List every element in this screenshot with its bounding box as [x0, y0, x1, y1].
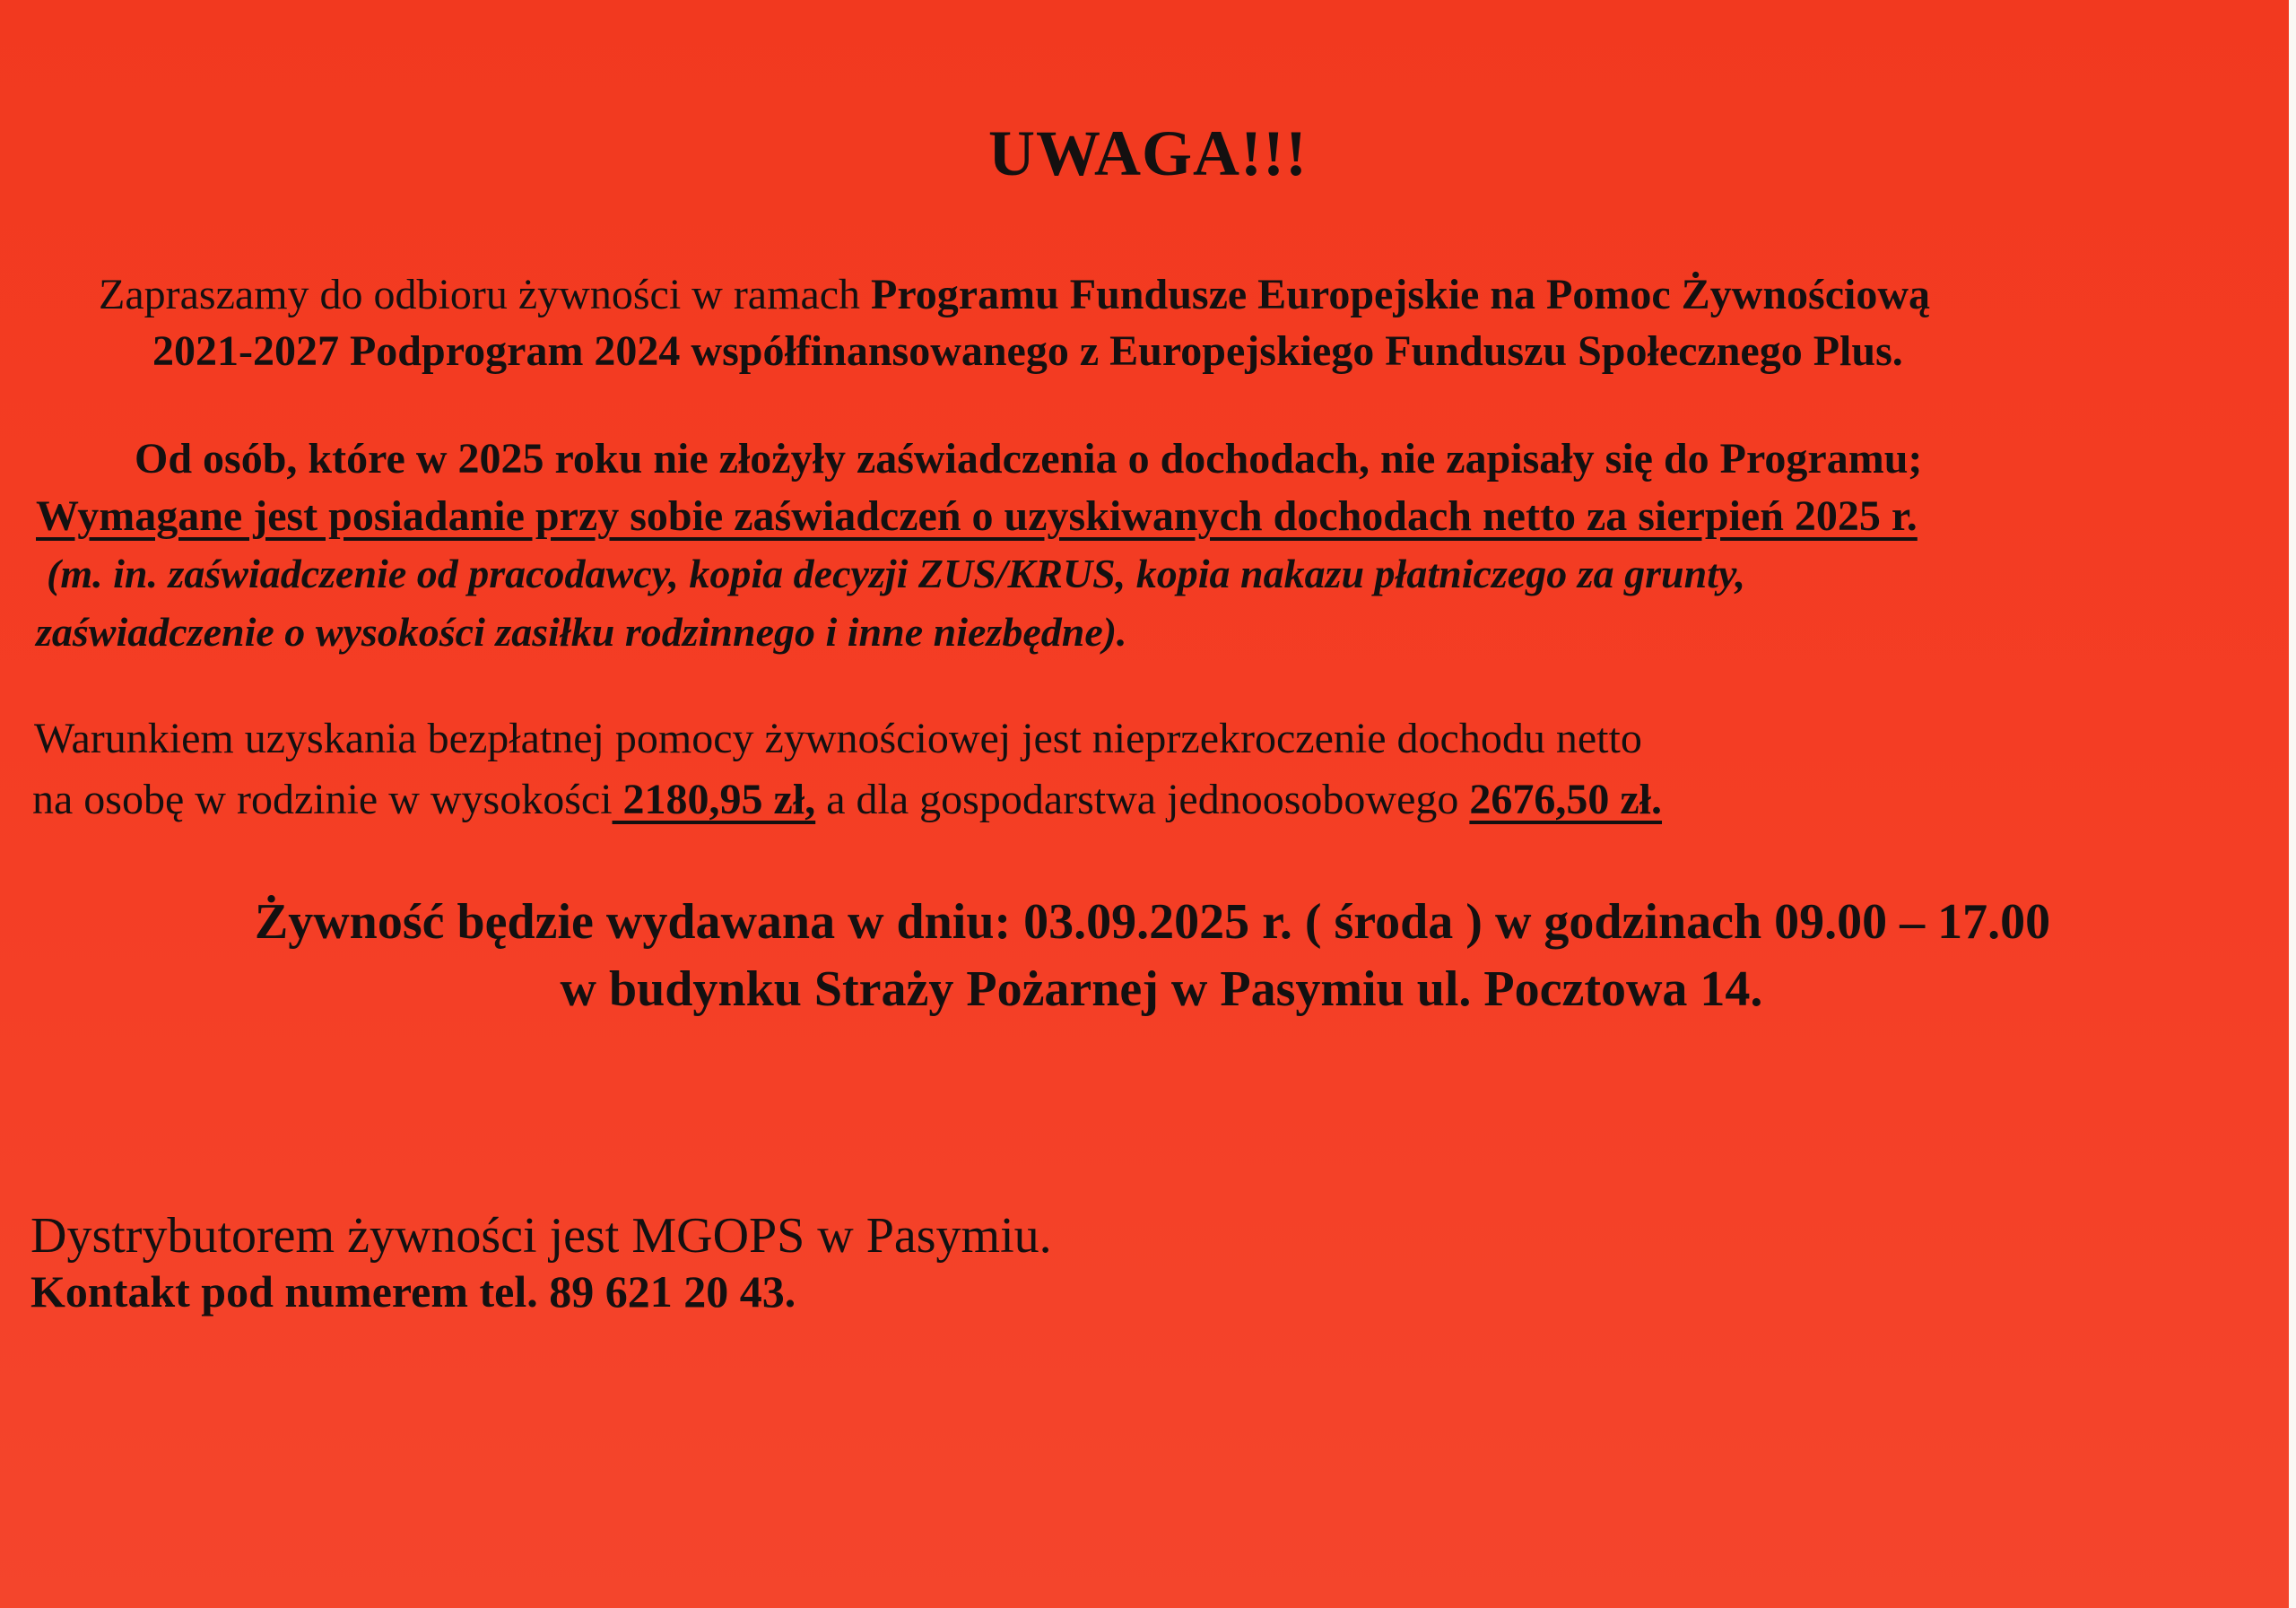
program-name: Programu Fundusze Europejskie na Pomoc Żywnościową [871, 271, 1930, 318]
requirement-line-3: (m. in. zaświadczenie od pracodawcy, kopia decyzji ZUS/KRUS, kopia nakazu płatniczego za grunty, [47, 551, 1746, 596]
distributor-line: Dystrybutorem żywności jest MGOPS w Pasymiu. [30, 1208, 1052, 1264]
intro-text: Zapraszamy do odbioru żywności w ramach [99, 271, 872, 318]
requirement-line-4: zaświadczenie o wysokości zasiłku rodzinnego i inne niezbędne). [36, 609, 1127, 655]
notice-heading: UWAGA!!! [988, 117, 1308, 189]
income-limit-family: 2180,95 zł, [612, 776, 816, 823]
income-limit-single: 2676,50 zł. [1469, 776, 1663, 823]
requirement-line-1: Od osób, które w 2025 roku nie złożyły zaświadczenia o dochodach, nie zapisały się do Programu; [135, 435, 1923, 482]
condition-text-b: a dla gospodarstwa jednoosobowego [815, 776, 1470, 823]
intro-line-1 [99, 271, 1930, 318]
intro-line-2: 2021-2027 Podprogram 2024 współfinansowanego z Europejskiego Funduszu Społecznego Plus. [152, 327, 1903, 375]
contact-line: Kontakt pod numerem tel. 89 621 20 43. [30, 1266, 796, 1317]
distribution-date-line: Żywność będzie wydawana w dniu: 03.09.2025 r. ( środa ) w godzinach 09.00 – 17.00 [254, 894, 2051, 950]
condition-text-a: na osobę w rodzinie w wysokości [32, 776, 613, 823]
condition-line-1: Warunkiem uzyskania bezpłatnej pomocy żywnościowej jest nieprzekroczenie dochodu netto [34, 715, 1642, 762]
distribution-place-line: w budynku Straży Pożarnej w Pasymiu ul. Pocztowa 14. [560, 961, 1763, 1017]
scan-edge [2289, 0, 2296, 1608]
condition-line-2 [32, 778, 1662, 821]
requirement-line-2: Wymagane jest posiadanie przy sobie zaświadczeń o uzyskiwanych dochodach netto za sierpień 2025 r. [36, 492, 1918, 540]
